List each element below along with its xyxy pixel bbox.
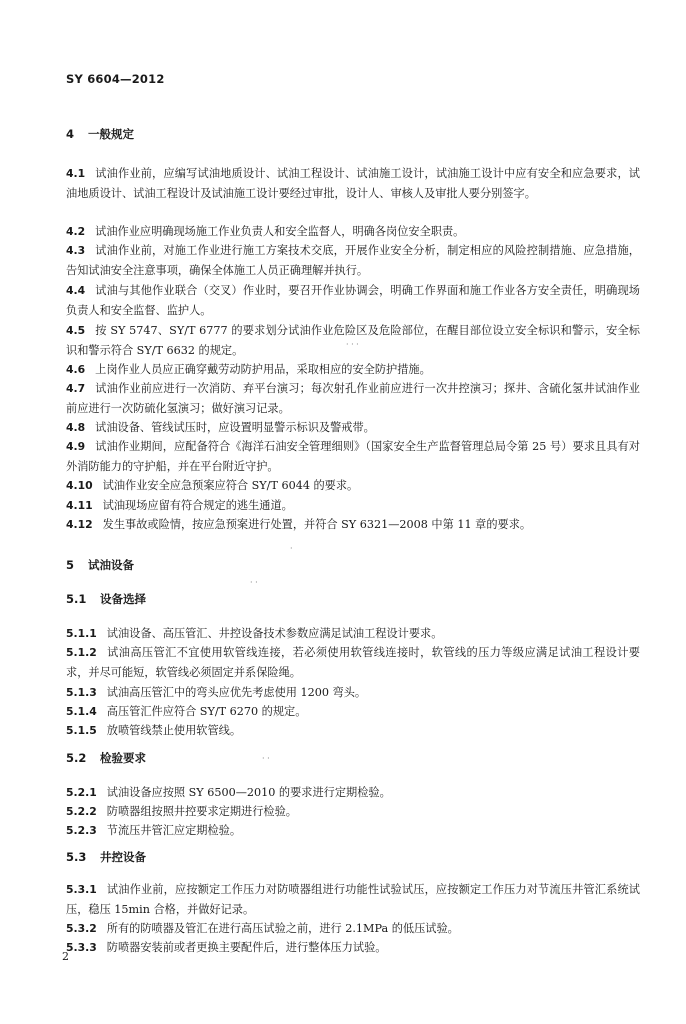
standard-number-header: SY 6604—2012 [66, 72, 165, 86]
subsection-number: 5.3 [66, 850, 87, 864]
clause-text: 试油作业安全应急预案应符合 SY/T 6044 的要求。 [102, 479, 359, 492]
section-number: 5 [66, 558, 75, 572]
subsection-number: 5.2 [66, 751, 87, 765]
clause-text: 试油设备、管线试压时，应设置明显警示标识及警戒带。 [95, 421, 375, 434]
clause-number: 4.10 [66, 479, 93, 492]
clause-4-12 [66, 515, 640, 535]
clause-number: 5.1.5 [66, 724, 97, 737]
subsection-number: 5.1 [66, 592, 87, 606]
clause-number: 5.1.4 [66, 705, 97, 718]
clause-number: 5.2.3 [66, 824, 97, 837]
clause-number: 4.5 [66, 324, 86, 337]
clause-text: 按 SY 5747、SY/T 6777 的要求划分试油作业危险区及危险部位，在醒目部位设立安全标识和警示，安全标识和警示符合 SY/T 6632 的规定。 [66, 324, 640, 357]
clause-5-2-3 [66, 821, 640, 841]
clause-number: 4.4 [66, 284, 86, 297]
clause-4-4 [66, 281, 640, 320]
clause-number: 5.1.3 [66, 686, 97, 699]
section-title: 试油设备 [88, 558, 134, 572]
clause-5-1-1 [66, 624, 640, 644]
clause-number: 4.8 [66, 421, 86, 434]
clause-text: 试油高压管汇不宜使用软管线连接，若必须使用软管线连接时，软管线的压力等级应满足试油工程设计要求，并尽可能短，软管线必须固定并系保险绳。 [66, 646, 640, 679]
clause-number: 5.3.2 [66, 922, 97, 935]
section-title: 一般规定 [88, 127, 134, 141]
clause-5-1-3 [66, 683, 640, 703]
section-number: 4 [66, 127, 75, 141]
scan-speck: · · · [346, 340, 359, 349]
clause-number: 5.2.2 [66, 805, 97, 818]
clause-number: 4.12 [66, 518, 93, 531]
clause-number: 4.11 [66, 499, 93, 512]
scan-speck: · · [262, 754, 270, 763]
clause-4-7 [66, 379, 640, 418]
clause-5-1-5 [66, 721, 640, 741]
subsection-title: 井控设备 [100, 850, 146, 864]
clause-5-2-1 [66, 783, 640, 803]
clause-text: 高压管汇件应符合 SY/T 6270 的规定。 [106, 705, 307, 718]
clause-text: 放喷管线禁止使用软管线。 [106, 724, 242, 737]
clause-text: 试油作业前应进行一次消防、弃平台演习；每次射孔作业前应进行一次井控演习；探井、含硫化氢井试油作业前应进行一次防硫化氢演习；做好演习记录。 [66, 382, 640, 415]
clause-4-2 [66, 222, 640, 242]
section-4-heading [66, 126, 134, 142]
clause-text: 试油作业期间，应配备符合《海洋石油安全管理细则》（国家安全生产监督管理总局令第 25 号）要求且具有对外消防能力的守护船，并在平台附近守护。 [66, 440, 640, 473]
subsection-5-1-heading [66, 591, 146, 607]
clause-text: 试油设备、高压管汇、井控设备技术参数应满足试油工程设计要求。 [106, 627, 443, 640]
clause-5-3-3 [66, 938, 640, 958]
scan-speck: · · [250, 578, 258, 587]
clause-4-3 [66, 241, 640, 280]
clause-number: 4.9 [66, 440, 86, 453]
clause-text: 试油作业前，对施工作业进行施工方案技术交底，开展作业安全分析，制定相应的风险控制措施、应急措施，告知试油安全注意事项，确保全体施工人员正确理解并执行。 [66, 244, 640, 277]
clause-number: 5.2.1 [66, 786, 97, 799]
clause-4-6 [66, 360, 640, 380]
clause-4-10 [66, 476, 640, 496]
clause-4-1 [66, 164, 640, 203]
clause-text: 试油作业前，应编写试油地质设计、试油工程设计、试油施工设计，试油施工设计中应有安全和应急要求，试油地质设计、试油工程设计及试油施工设计要经过审批，设计人、审核人及审批人要分别签字。 [66, 167, 640, 200]
clause-4-11 [66, 496, 640, 516]
clause-5-1-2 [66, 643, 640, 682]
subsection-title: 设备选择 [100, 592, 146, 606]
clause-text: 防喷器安装前或者更换主要配件后，进行整体压力试验。 [106, 941, 387, 954]
clause-5-1-4 [66, 702, 640, 722]
subsection-title: 检验要求 [100, 751, 146, 765]
clause-text: 试油作业应明确现场施工作业负责人和安全监督人，明确各岗位安全职责。 [95, 225, 465, 238]
clause-4-8 [66, 418, 640, 438]
subsection-5-2-heading [66, 750, 146, 766]
page-number: 2 [62, 950, 69, 963]
clause-number: 4.1 [66, 167, 86, 180]
subsection-5-3-heading [66, 849, 146, 865]
clause-number: 4.6 [66, 363, 86, 376]
clause-text: 试油现场应留有符合规定的逃生通道。 [102, 499, 293, 512]
clause-number: 4.3 [66, 244, 86, 257]
clause-number: 5.3.1 [66, 883, 97, 896]
clause-text: 上岗作业人员应正确穿戴劳动防护用品，采取相应的安全防护措施。 [95, 363, 431, 376]
clause-text: 试油与其他作业联合（交叉）作业时，要召开作业协调会，明确工作界面和施工作业各方安全责任，明确现场负责人和安全监督、监护人。 [66, 284, 640, 317]
clause-text: 发生事故或险情，按应急预案进行处置，并符合 SY 6321—2008 中第 11 章的要求。 [102, 518, 532, 531]
clause-5-3-2 [66, 919, 640, 939]
clause-5-3-1 [66, 880, 640, 919]
clause-text: 试油高压管汇中的弯头应优先考虑使用 1200 弯头。 [106, 686, 367, 699]
clause-number: 5.3.3 [66, 941, 97, 954]
clause-number: 5.1.1 [66, 627, 97, 640]
clause-4-9 [66, 437, 640, 476]
section-5-heading [66, 557, 134, 573]
clause-text: 所有的防喷器及管汇在进行高压试验之前，进行 2.1MPa 的低压试验。 [106, 922, 459, 935]
clause-text: 节流压井管汇应定期检验。 [106, 824, 242, 837]
clause-text: 防喷器组按照井控要求定期进行检验。 [106, 805, 297, 818]
clause-text: 试油作业前，应按额定工作压力对防喷器组进行功能性试验试压，应按额定工作压力对节流压井管汇系统试压，稳压 15min 合格，并做好记录。 [66, 883, 640, 916]
clause-number: 4.7 [66, 382, 86, 395]
clause-number: 4.2 [66, 225, 86, 238]
clause-text: 试油设备应按照 SY 6500—2010 的要求进行定期检验。 [106, 786, 391, 799]
clause-number: 5.1.2 [66, 646, 97, 659]
scan-speck: · [290, 544, 293, 553]
clause-5-2-2 [66, 802, 640, 822]
